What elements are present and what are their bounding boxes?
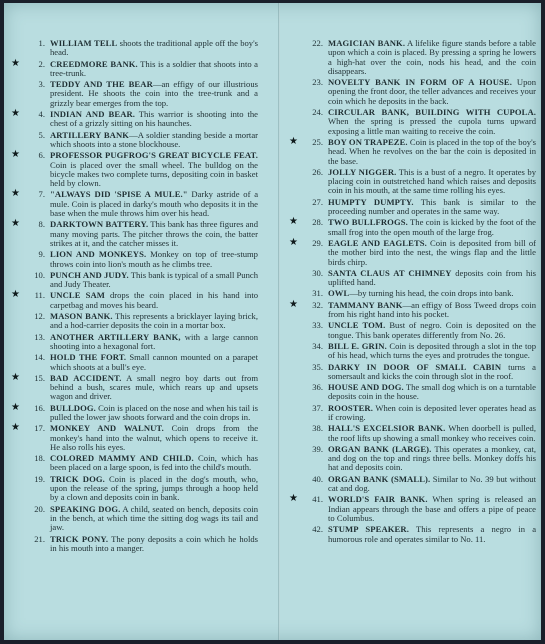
entry-number: 8. <box>38 219 45 230</box>
entry-title: JOLLY NIGGER. <box>328 166 397 177</box>
catalog-entry <box>304 108 536 136</box>
catalog-entry <box>304 289 536 298</box>
catalog-entry <box>304 78 536 106</box>
entry-number: 4. <box>38 109 45 120</box>
entry-number: 29. <box>312 237 323 248</box>
entry-number: 27. <box>312 196 323 207</box>
catalog-entry <box>304 269 536 288</box>
entry-description: This bank has three figures and many moving parts. The pitcher throws the coin, the batter strikes at it, and the catcher misses it. <box>50 219 259 248</box>
star-icon: ★ <box>289 298 298 310</box>
catalog-entry <box>26 353 258 372</box>
entry-number: 41. <box>312 494 323 505</box>
entry-description: Coin drops from the monkey's hand into the walnut, which opens to receive it. He also rolls his eyes. <box>50 423 259 452</box>
entry-title: HALL'S EXCELSIOR BANK. <box>328 423 446 434</box>
entry-description: The small dog which is on a turntable deposits coin in the house. <box>328 382 536 402</box>
entry-description: Darky astride of a mule. Coin is placed in darky's mouth who deposits it in the base when the mule throws him over his head. <box>50 189 259 219</box>
entry-title: BOY ON TRAPEZE. <box>328 136 408 147</box>
catalog-entry <box>26 39 258 58</box>
entry-title: MASON BANK. <box>50 311 113 322</box>
entry-title: WORLD'S FAIR BANK. <box>328 494 428 505</box>
entry-number: 22. <box>312 38 323 48</box>
entry-number: 32. <box>312 299 323 310</box>
entry-number: 17. <box>34 423 45 434</box>
entry-title: OWL <box>328 288 350 299</box>
entry-number: 5. <box>38 129 45 140</box>
entry-number: 7. <box>38 189 45 200</box>
entry-description: Coin is placed on the nose and when his tail is pulled the lower jaw shoots forward and the coin drops in. <box>50 402 258 422</box>
entry-description: This represents a negro in a humorous role and operates similar to No. 11. <box>328 524 537 544</box>
center-fold <box>278 3 280 640</box>
entry-description: Coin is deposited from bill of the mother bird into the nest, the wings flap and the little birds chirp. <box>328 237 536 267</box>
entry-description: This operates a monkey, cat, and dog on the top and rings three bells. Monkey doffs his hat and deposits coin. <box>328 443 536 473</box>
entry-number: 34. <box>312 340 323 351</box>
catalog-entry <box>11 371 259 402</box>
entry-title: ROOSTER. <box>328 402 373 413</box>
entry-title: ORGAN BANK (SMALL). <box>328 473 431 484</box>
entry-description: Similar to No. 39 but without cat and dog. <box>328 473 536 494</box>
entry-description: Coin is deposited through a slot in the top of his head, which turns the eyes and protrudes the tongue. <box>328 340 536 361</box>
entry-title: CREEDMORE BANK. <box>50 58 138 69</box>
catalog-entry <box>11 57 258 79</box>
entry-description: turns a somersault and kicks the coin through slot in the roof. <box>328 361 536 381</box>
entry-number: 30. <box>312 267 323 278</box>
entry-title: WILLIAM TELL <box>50 38 118 48</box>
entry-title: PROFESSOR PUGFROG'S GREAT BICYCLE FEAT. <box>50 150 258 161</box>
star-icon: ★ <box>11 289 20 301</box>
entry-description: Coin is placed in the top of the boy's head. When he revolves on the bar the coin is deposited in the base. <box>328 136 536 166</box>
entry-number: 35. <box>312 361 323 372</box>
entry-title: BILL E. GRIN. <box>328 340 387 351</box>
star-icon: ★ <box>289 216 298 228</box>
entry-number: 26. <box>312 166 323 177</box>
entry-number: 39. <box>312 443 323 454</box>
catalog-entry <box>304 424 536 443</box>
catalog-entry <box>304 525 536 544</box>
entry-description: A child, seated on bench, deposits coin in the bench, at which time the sitting dog wags its tail and jaw. <box>50 503 258 533</box>
star-icon: ★ <box>11 218 20 230</box>
entry-description: drops the coin placed in his hand into carpetbag and moves his beard. <box>50 290 259 310</box>
entry-title: CIRCULAR BANK, BUILDING WITH CUPOLA. <box>328 107 536 118</box>
catalog-entry <box>11 289 259 310</box>
star-icon: ★ <box>11 371 20 383</box>
entry-number: 1. <box>38 38 45 48</box>
entry-description: When spring is released an Indian appears through the base and offers a pipe of peace to Columbus. <box>328 494 536 523</box>
catalog-entry <box>289 135 536 166</box>
entry-number: 38. <box>312 423 323 434</box>
entry-title: SANTA CLAUS AT CHIMNEY <box>328 267 452 278</box>
catalog-entry <box>289 493 536 523</box>
entry-number: 28. <box>312 217 323 228</box>
catalog-entry <box>304 363 536 382</box>
entry-number: 36. <box>312 382 323 393</box>
entry-number: 9. <box>38 249 45 260</box>
star-icon: ★ <box>289 493 298 505</box>
entry-number: 16. <box>34 402 45 413</box>
entry-title: DARKTOWN BATTERY. <box>50 219 149 230</box>
entry-description: Coin is placed over the small wheel. The bulldog on the bicycle makes two complete turns, depositing coin in basket held by clown. <box>50 159 258 189</box>
entry-description: Monkey on top of tree-stump throws coin into lion's mouth as he climbs tree. <box>50 249 258 269</box>
entry-description: This warrior is shooting into the chest of a grizzly sitting on his haunches. <box>50 109 258 129</box>
entry-number: 31. <box>312 288 323 299</box>
entry-title: BAD ACCIDENT. <box>50 372 122 383</box>
entry-description: This is a soldier that shoots into a tree-trunk. <box>50 58 258 78</box>
entry-number: 20. <box>34 503 45 514</box>
entry-description: —A soldier standing beside a mortar which shoots into a stone blockhouse. <box>50 129 258 149</box>
entry-description: shoots the traditional apple off the boy's head. <box>50 38 258 58</box>
star-icon: ★ <box>11 188 20 200</box>
entry-description: A lifelike figure stands before a table upon which a coin is placed. By pressing a spring he lowers a high-hat over the coin, nods his head, and the coin disappears. <box>328 38 536 76</box>
catalog-entry <box>11 188 259 219</box>
entry-number: 15. <box>34 372 45 383</box>
entry-title: HUMPTY DUMPTY. <box>328 196 414 207</box>
entry-title: UNCLE SAM <box>50 290 106 301</box>
entry-description: Bust of negro. Coin is deposited on the tongue. This bank operates differently from No. 26. <box>328 320 536 340</box>
catalog-entry <box>26 535 258 554</box>
entry-number: 42. <box>312 524 323 535</box>
catalog-entry <box>26 312 258 331</box>
entry-description: This bank is similar to the proceeding number and operates in the same way. <box>328 196 536 217</box>
catalog-entry <box>289 236 536 267</box>
entry-number: 33. <box>312 320 323 331</box>
entry-description: Upon opening the front door, the teller advances and receives your coin which he deposits in the back. <box>328 77 537 106</box>
entry-number: 40. <box>312 473 323 484</box>
catalog-entry <box>11 108 258 129</box>
entry-title: BULLDOG. <box>50 402 96 413</box>
catalog-entry <box>304 198 536 217</box>
entry-number: 13. <box>34 331 45 342</box>
entry-title: ANOTHER ARTILLERY BANK, <box>50 331 181 342</box>
star-icon: ★ <box>289 135 298 147</box>
entry-title: DARKY IN DOOR OF SMALL CABIN <box>328 361 502 372</box>
entry-number: 12. <box>34 311 45 322</box>
entry-description: When doorbell is pulled, the roof lifts up showing a small monkey who receives coin. <box>328 423 536 443</box>
entry-title: "ALWAYS DID 'SPISE A MULE." <box>50 189 188 200</box>
catalog-entry <box>304 342 536 361</box>
entry-description: This is a bust of a negro. It operates by placing coin in outstretched hand which raises and deposits coin in his mouth, at the same time rolling his eyes. <box>328 166 536 196</box>
star-icon: ★ <box>11 149 20 161</box>
catalog-entry <box>26 250 258 269</box>
catalog-entry <box>26 131 258 150</box>
catalog-entry <box>304 404 536 423</box>
catalog-entry <box>304 475 536 494</box>
catalog-entry <box>304 321 536 340</box>
entry-title: HOLD THE FORT. <box>50 352 127 363</box>
entry-title: TRICK PONY. <box>50 533 109 544</box>
entry-number: 14. <box>34 352 45 363</box>
entry-title: MONKEY AND WALNUT. <box>50 423 164 434</box>
entry-title: PUNCH AND JUDY. <box>50 269 129 280</box>
catalog-entry <box>26 333 258 352</box>
star-icon: ★ <box>11 401 20 413</box>
right-column <box>289 38 537 544</box>
entry-description: A small negro boy darts out from behind a bush, scares mule, which rears up and upsets wagon and driver. <box>50 372 259 402</box>
star-icon: ★ <box>11 422 20 434</box>
entry-description: When coin is deposited lever operates head as if crowing. <box>328 402 536 422</box>
entry-title: MAGICIAN BANK. <box>328 38 406 48</box>
entry-title: TRICK DOG. <box>50 473 105 484</box>
catalog-entry <box>304 445 536 473</box>
catalog-entry <box>26 80 258 108</box>
entry-title: TAMMANY BANK <box>328 299 403 310</box>
entry-number: 37. <box>312 402 323 413</box>
entry-title: TEDDY AND THE BEAR <box>50 79 153 90</box>
catalog-entry <box>26 271 258 290</box>
entry-title: ARTILLERY BANK <box>50 129 130 140</box>
catalog-entry <box>26 454 258 473</box>
entry-number: 6. <box>38 150 45 161</box>
catalog-entry <box>11 401 258 423</box>
entry-title: UNCLE TOM. <box>328 320 386 331</box>
entry-description: with a large cannon shooting into a hexagonal fort. <box>50 331 258 351</box>
catalog-entry <box>304 383 536 402</box>
entry-title: LION AND MONKEYS. <box>50 249 147 260</box>
entry-number: 21. <box>34 533 45 544</box>
entry-title: HOUSE AND DOG. <box>328 382 404 393</box>
entry-title: COLORED MAMMY AND CHILD. <box>50 453 194 464</box>
entry-number: 11. <box>34 290 45 301</box>
entry-description: Coin is placed in the dog's mouth, who, upon the release of the spring, jumps through a hoop held by a clown and deposits coin in bank. <box>50 473 258 503</box>
entry-number: 2. <box>38 58 45 69</box>
catalog-entry <box>289 298 537 320</box>
entry-title: TWO BULLFROGS. <box>328 217 408 228</box>
left-column <box>11 38 259 553</box>
entry-number: 23. <box>312 77 323 88</box>
entry-description: —by turning his head, the coin drops into bank. <box>349 288 514 299</box>
catalog-entry <box>26 505 258 533</box>
entry-description: When the spring is pressed the cupola turns upward exposing a little man waiting to receive the coin. <box>328 116 536 136</box>
entry-title: ORGAN BANK (LARGE). <box>328 443 432 454</box>
entry-number: 19. <box>34 473 45 484</box>
star-icon: ★ <box>11 108 20 120</box>
catalog-entry <box>11 149 258 189</box>
entry-title: STUMP SPEAKER. <box>328 524 409 535</box>
entry-number: 3. <box>38 79 45 90</box>
entry-title: INDIAN AND BEAR. <box>50 109 136 120</box>
entry-description: deposits coin from his uplifted hand. <box>328 267 536 288</box>
entry-description: Small cannon mounted on a parapet which shoots at a bull's eye. <box>50 352 259 372</box>
entry-description: This represents a bricklayer laying brick, and a hod-carrier deposits the coin in a mortar box. <box>50 311 258 331</box>
entry-title: NOVELTY BANK IN FORM OF A HOUSE. <box>328 77 512 88</box>
catalog-entry <box>11 422 259 452</box>
entry-number: 25. <box>312 136 323 147</box>
catalog-entry <box>26 475 258 503</box>
entry-number: 10. <box>34 269 45 280</box>
entry-number: 24. <box>312 107 323 118</box>
catalog-entry <box>304 39 536 76</box>
catalog-entry <box>289 216 536 237</box>
catalog-page <box>4 3 541 640</box>
entry-description: Coin, which has been placed on a large spoon, is fed into the child's mouth. <box>50 453 258 473</box>
entry-description: —an effigy of our illustrious president. He shoots the coin into the tree-trunk and a grizzly bear emerges from the top. <box>50 79 258 108</box>
entry-description: —an effigy of Boss Tweed drops coin from his right hand into his pocket. <box>328 299 537 320</box>
catalog-entry <box>11 218 259 248</box>
entry-description: The pony deposits a coin which he holds in his mouth into a manger. <box>50 533 258 553</box>
catalog-entry <box>304 168 536 196</box>
entry-description: This bank is typical of a small Punch and Judy Theater. <box>50 269 258 290</box>
entry-description: The coin is kicked by the foot of the small frog into the open mouth of the large frog. <box>328 217 536 237</box>
star-icon: ★ <box>289 236 298 248</box>
entry-number: 18. <box>34 453 45 464</box>
star-icon: ★ <box>11 57 20 69</box>
entry-title: SPEAKING DOG. <box>50 503 121 514</box>
entry-title: EAGLE AND EAGLETS. <box>328 237 427 248</box>
